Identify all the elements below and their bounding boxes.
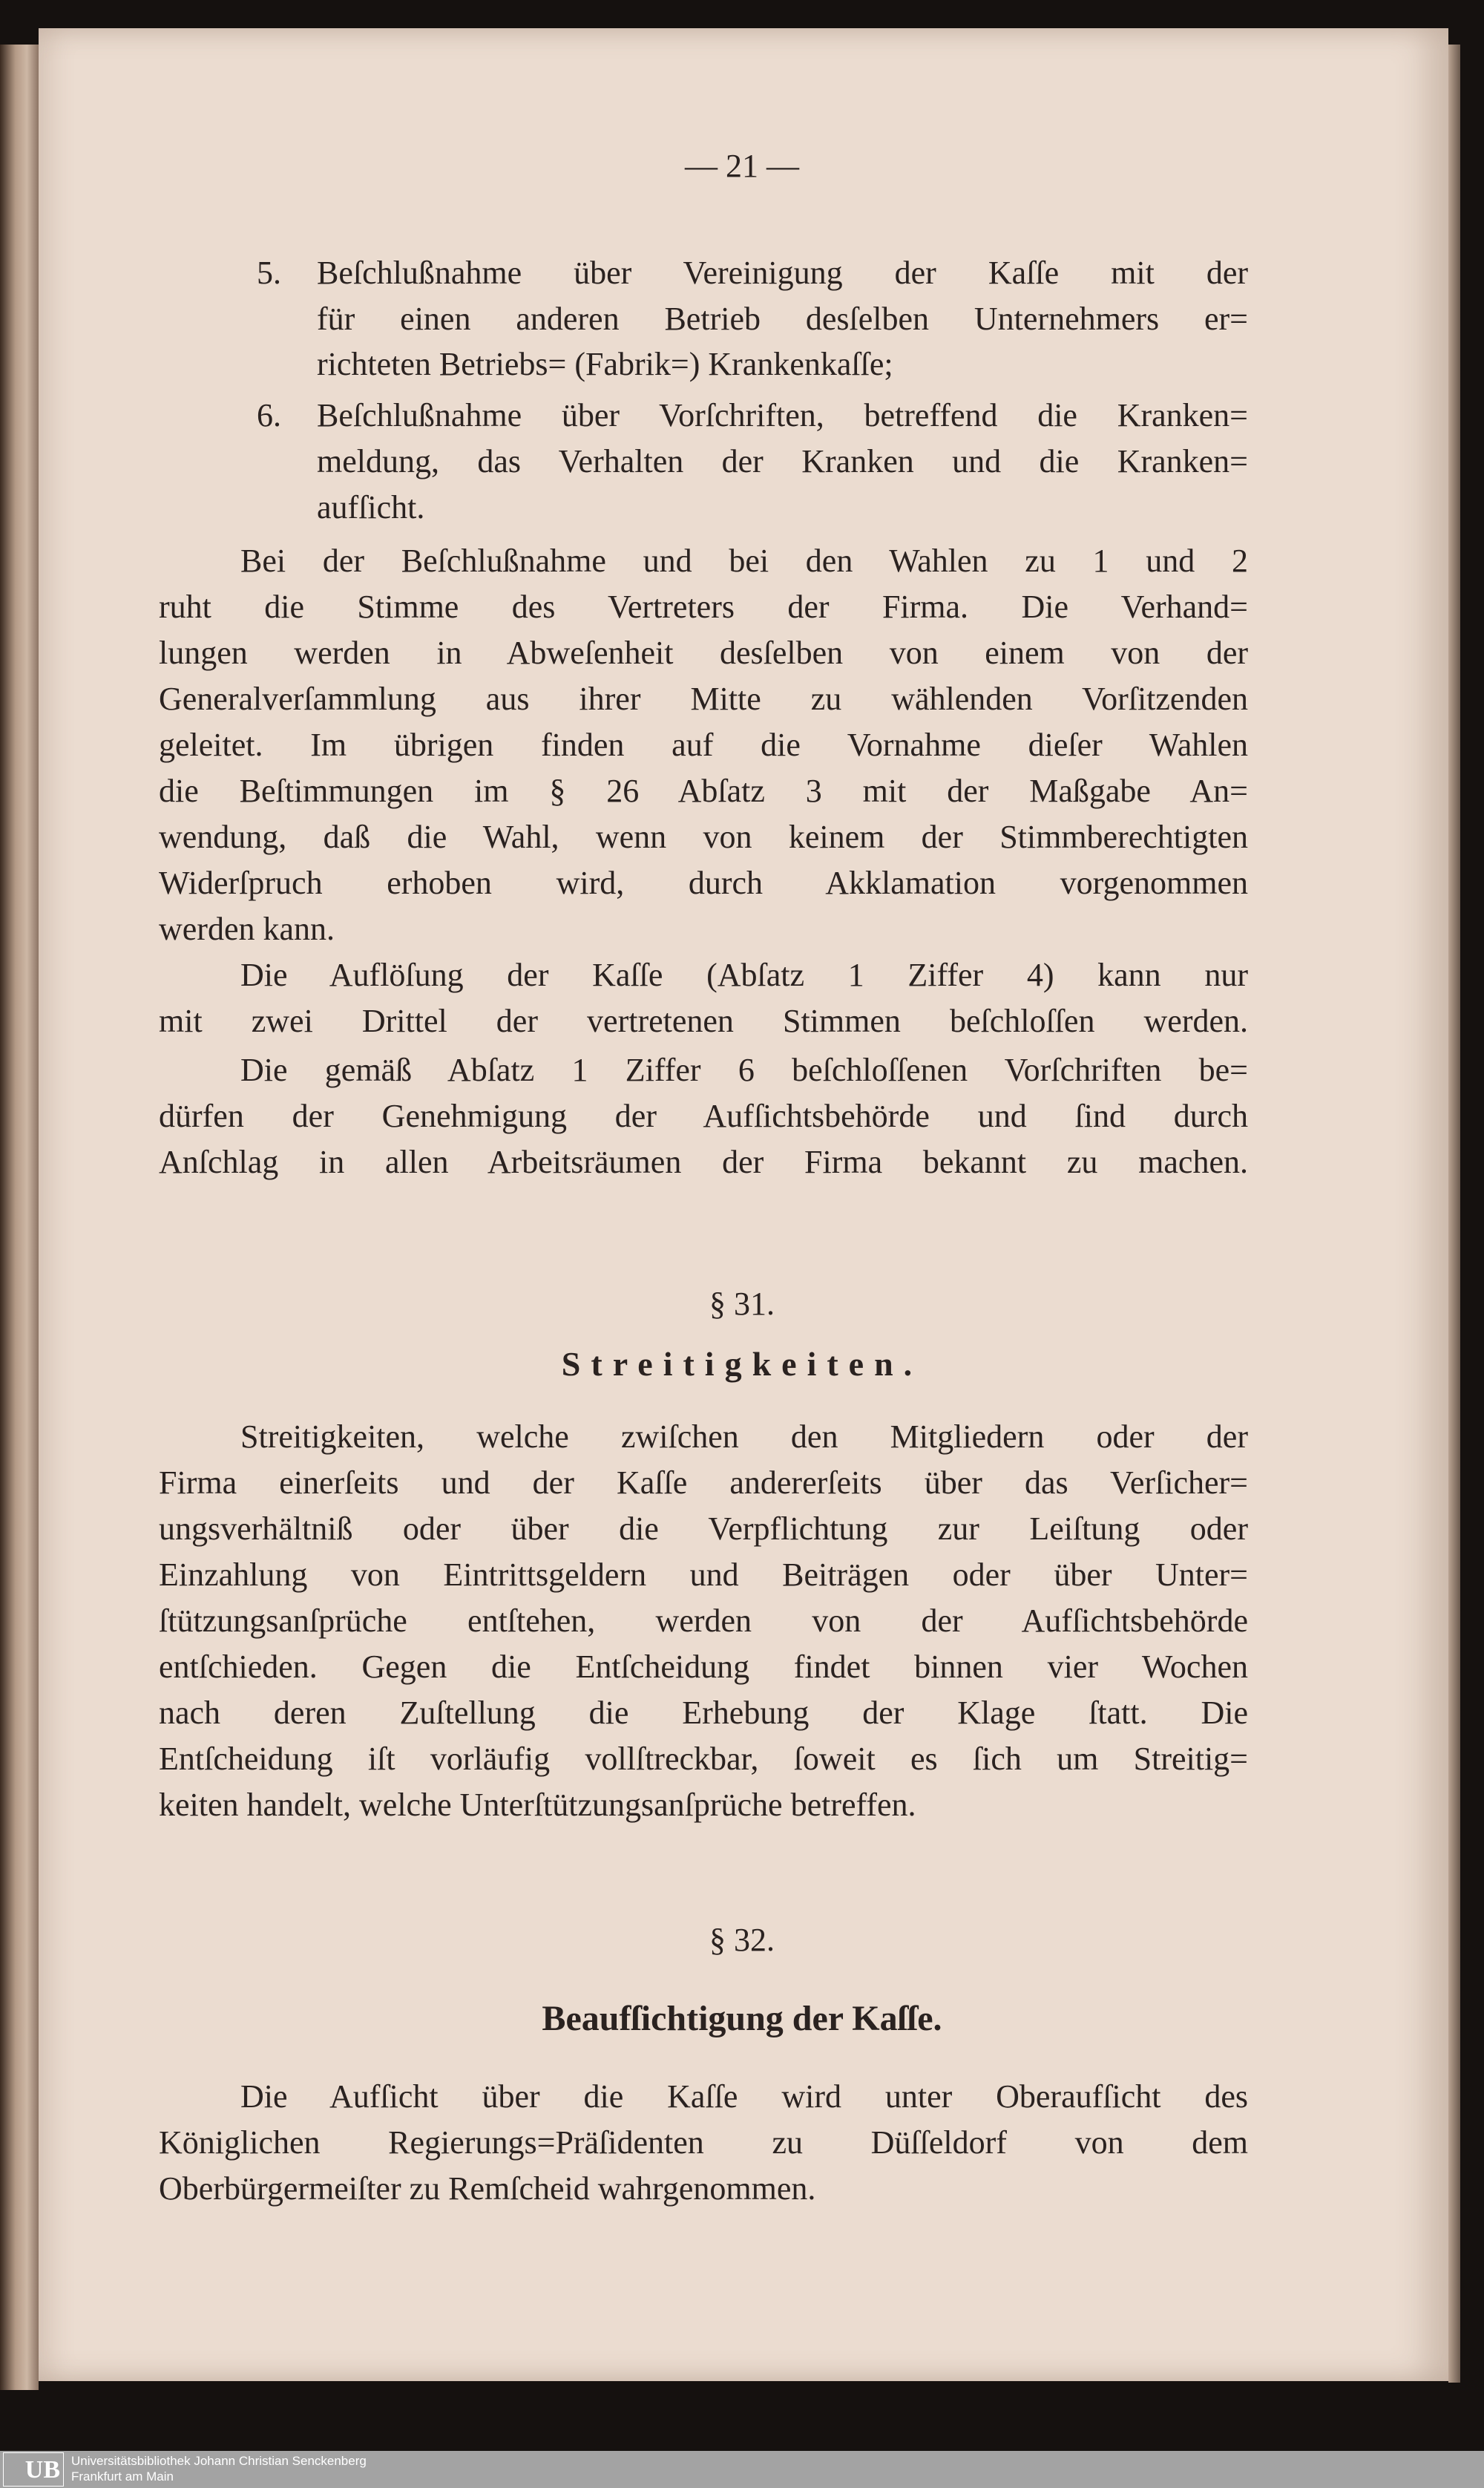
library-city: Frankfurt am Main [71, 2469, 174, 2484]
paragraph-line: lungen werden in Abweſenheit desſelben von einem von der [159, 635, 1248, 671]
list-item-line: für einen anderen Betrieb desſelben Unternehmers er= [317, 301, 1248, 337]
list-item-line: Beſchlußnahme über Vereinigung der Kaſſe mit der [317, 255, 1248, 291]
list-item-line: aufſicht. [317, 489, 425, 526]
paragraph-line: wendung, daß die Wahl, wenn von keinem der Stimmberechtigten [159, 819, 1248, 855]
paragraph-line: nach deren Zuſtellung die Erhebung der Klage ſtatt. Die [159, 1695, 1248, 1731]
paragraph-line: Königlichen Regierungs=Präſidenten zu Düſſeldorf von dem [159, 2124, 1248, 2161]
paragraph-line: werden kann. [159, 911, 335, 947]
paragraph-line: Einzahlung von Eintrittsgeldern und Beiträgen oder über Unter= [159, 1556, 1248, 1593]
paragraph-line: die Beſtimmungen im § 26 Abſatz 3 mit der Maßgabe An= [159, 773, 1248, 809]
library-footer [0, 2451, 1484, 2488]
list-number: 6. [257, 397, 281, 433]
list-item-line: meldung, das Verhalten der Kranken und die Kranken= [317, 443, 1248, 479]
paragraph-line: Die gemäß Abſatz 1 Ziffer 6 beſchloſſenen Vorſchriften be= [240, 1052, 1248, 1088]
list-item-line: richteten Betriebs= (Fabrik=) Krankenkaſſe; [317, 346, 893, 382]
section-number: § 31. [709, 1286, 775, 1322]
paragraph-line: entſchieden. Gegen die Entſcheidung findet binnen vier Wochen [159, 1649, 1248, 1685]
paragraph-line: ungsverhältniß oder über die Verpflichtung zur Leiſtung oder [159, 1510, 1248, 1547]
paragraph-line: ruht die Stimme des Vertreters der Firma. Die Verhand= [159, 589, 1248, 625]
page-number: — 21 — [685, 148, 799, 184]
paragraph-line: Anſchlag in allen Arbeitsräumen der Firma bekannt zu machen. [159, 1144, 1248, 1180]
library-name: Universitätsbibliothek Johann Christian Senckenberg [71, 2454, 367, 2468]
section-title: Streitigkeiten. [561, 1345, 923, 1383]
paragraph-line: Die Auflöſung der Kaſſe (Abſatz 1 Ziffer 4) kann nur [240, 957, 1248, 993]
paragraph-line: dürfen der Genehmigung der Aufſichtsbehörde und ſind durch [159, 1098, 1248, 1134]
paragraph-line: Firma einerſeits und der Kaſſe andererſeits über das Verſicher= [159, 1464, 1248, 1501]
ub-logo: UB [3, 2452, 64, 2487]
list-number: 5. [257, 255, 281, 291]
paragraph-line: mit zwei Drittel der vertretenen Stimmen beſchloſſen werden. [159, 1003, 1248, 1039]
paragraph-line: Die Aufſicht über die Kaſſe wird unter Oberaufſicht des [240, 2078, 1248, 2115]
paragraph-line: Streitigkeiten, welche zwiſchen den Mitgliedern oder der [240, 1418, 1248, 1455]
list-item-line: Beſchlußnahme über Vorſchriften, betreffend die Kranken= [317, 397, 1248, 433]
paragraph-line: Generalverſammlung aus ihrer Mitte zu wählenden Vorſitzenden [159, 681, 1248, 717]
paragraph-line: Entſcheidung iſt vorläufig vollſtreckbar, ſoweit es ſich um Streitig= [159, 1741, 1248, 1777]
section-number: § 32. [709, 1922, 775, 1958]
section-title: Beaufſichtigung der Kaſſe. [542, 1999, 942, 2038]
paragraph-line: Bei der Beſchlußnahme und bei den Wahlen zu 1 und 2 [240, 543, 1248, 579]
paragraph-line: geleitet. Im übrigen finden auf die Vornahme dieſer Wahlen [159, 727, 1248, 763]
paragraph-line: Oberbürgermeiſter zu Remſcheid wahrgenommen. [159, 2170, 816, 2207]
paragraph-line: keiten handelt, welche Unterſtützungsanſprüche betreffen. [159, 1787, 916, 1823]
paragraph-line: ſtützungsanſprüche entſtehen, werden von der Aufſichtsbehörde [159, 1603, 1248, 1639]
paragraph-line: Widerſpruch erhoben wird, durch Akklamation vorgenommen [159, 865, 1248, 901]
